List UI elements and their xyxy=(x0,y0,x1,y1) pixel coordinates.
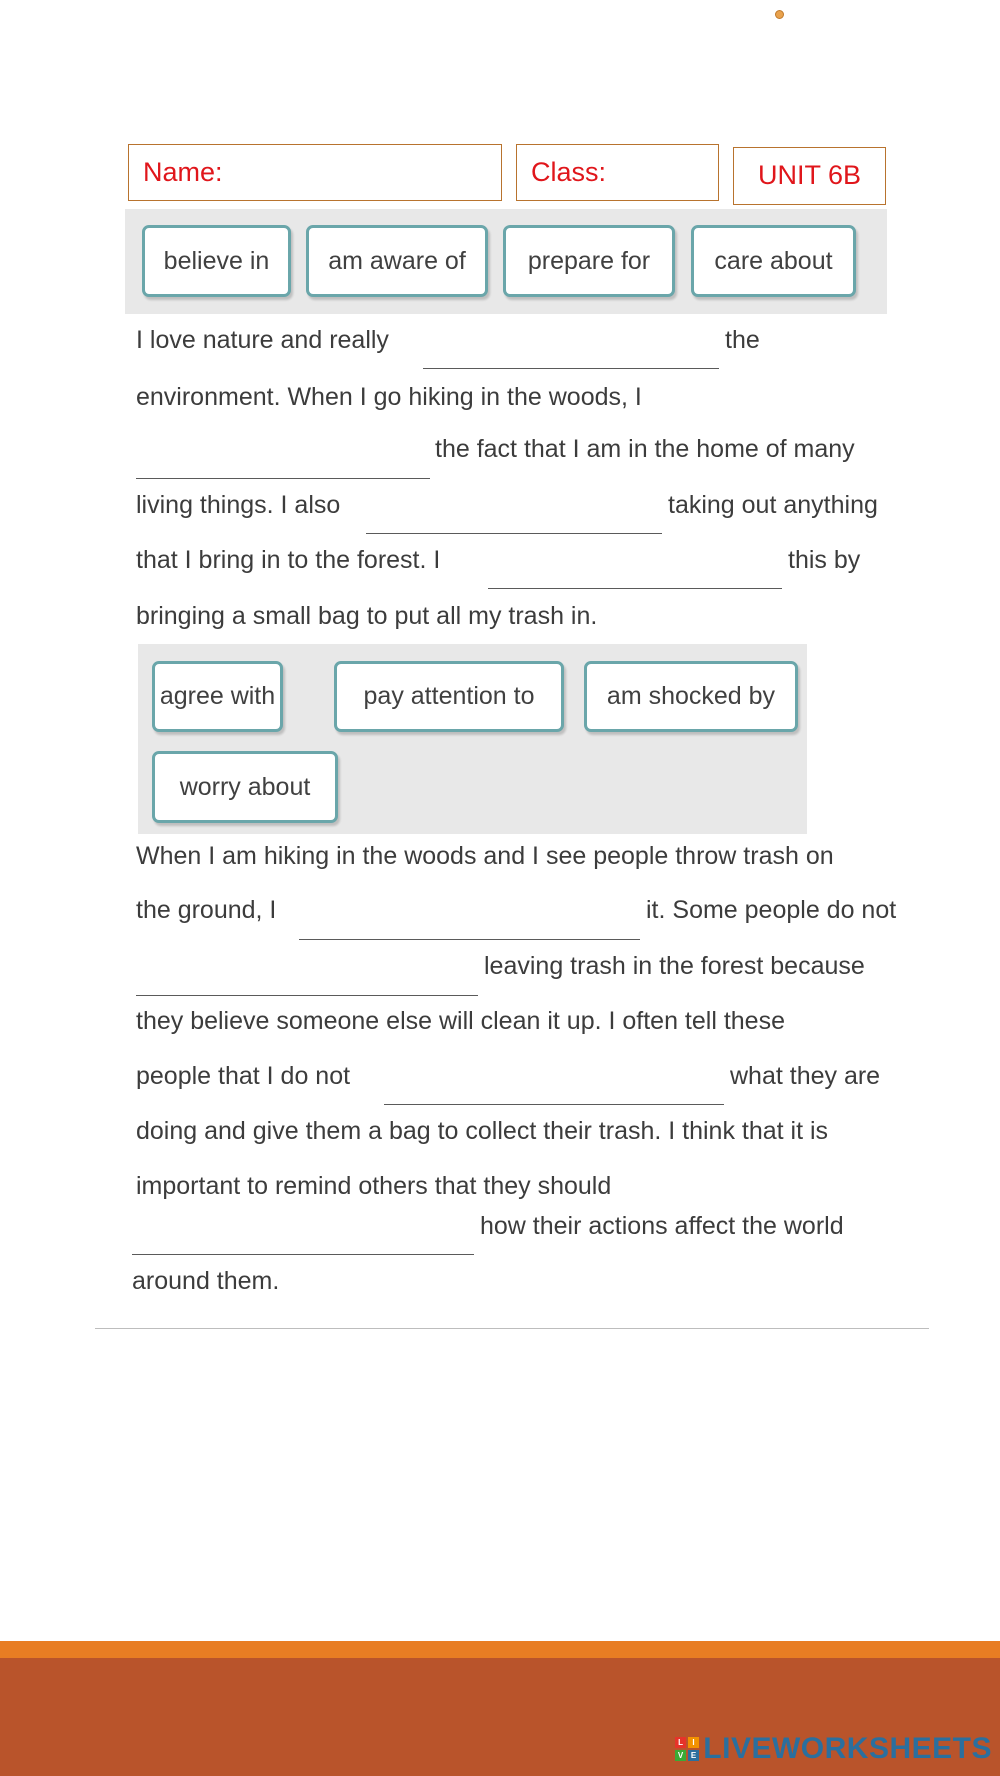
p2-line4: they believe someone else will clean it up. I often tell these xyxy=(136,1007,785,1035)
class-label: Class: xyxy=(531,157,607,187)
unit-label: UNIT 6B xyxy=(757,160,862,190)
answer-blank-5[interactable] xyxy=(299,939,640,940)
word-chip-agree-with[interactable]: agree with xyxy=(152,661,283,732)
content-divider xyxy=(95,1328,929,1329)
p1-line3: the fact that I am in the home of many xyxy=(435,435,855,463)
word-bank-1 xyxy=(125,209,887,314)
p1-line1-a: I love nature and really xyxy=(136,326,389,354)
p2-line2-b: it. Some people do not xyxy=(646,896,897,924)
p2-line3: leaving trash in the forest because xyxy=(484,952,865,980)
word-chip-am-aware-of[interactable]: am aware of xyxy=(306,225,488,297)
word-chip-worry-about[interactable]: worry about xyxy=(152,751,338,823)
p2-line6: doing and give them a bag to collect their trash. I think that it is xyxy=(136,1117,829,1145)
p1-line5-a: that I bring in to the forest. I xyxy=(136,546,441,574)
word-chip-care-about[interactable]: care about xyxy=(691,225,856,297)
answer-blank-6[interactable] xyxy=(136,995,478,996)
brand-text: LIVEWORKSHEETS xyxy=(703,1732,992,1765)
decorative-dot xyxy=(775,10,784,19)
answer-blank-4[interactable] xyxy=(488,588,782,589)
p1-line4-b: taking out anything xyxy=(668,491,878,519)
p2-line5-a: people that I do not xyxy=(136,1062,351,1090)
p2-line9: around them. xyxy=(132,1267,280,1295)
word-bank-2 xyxy=(138,644,807,834)
unit-badge xyxy=(733,147,886,205)
p1-line1-b: the xyxy=(725,326,760,354)
answer-blank-8[interactable] xyxy=(132,1254,474,1255)
class-field[interactable] xyxy=(516,144,719,201)
p2-line7: important to remind others that they should xyxy=(136,1172,612,1200)
footer-accent-bar xyxy=(0,1641,1000,1658)
p1-line2: environment. When I go hiking in the woods, I xyxy=(136,383,642,411)
p1-line6: bringing a small bag to put all my trash in. xyxy=(136,602,598,630)
word-chip-am-shocked-by[interactable]: am shocked by xyxy=(584,661,798,732)
answer-blank-2[interactable] xyxy=(136,478,430,479)
p1-line5-b: this by xyxy=(788,546,861,574)
word-chip-prepare-for[interactable]: prepare for xyxy=(503,225,675,297)
name-label: Name: xyxy=(143,157,223,187)
answer-blank-1[interactable] xyxy=(423,368,719,369)
name-field[interactable] xyxy=(128,144,502,201)
word-chip-pay-attention-to[interactable]: pay attention to xyxy=(334,661,564,732)
liveworksheets-logo[interactable] xyxy=(675,1732,992,1766)
answer-blank-7[interactable] xyxy=(384,1104,724,1105)
p2-line2-a: the ground, I xyxy=(136,896,277,924)
answer-blank-3[interactable] xyxy=(366,533,662,534)
word-chip-believe-in[interactable]: believe in xyxy=(142,225,291,297)
p1-line4-a: living things. I also xyxy=(136,491,341,519)
liveworksheets-icon: L I V E xyxy=(675,1737,699,1761)
p2-line5-b: what they are xyxy=(730,1062,881,1090)
p2-line8: how their actions affect the world xyxy=(480,1212,844,1240)
p2-line1: When I am hiking in the woods and I see people throw trash on xyxy=(136,842,834,870)
footer-bar xyxy=(0,1658,1000,1776)
